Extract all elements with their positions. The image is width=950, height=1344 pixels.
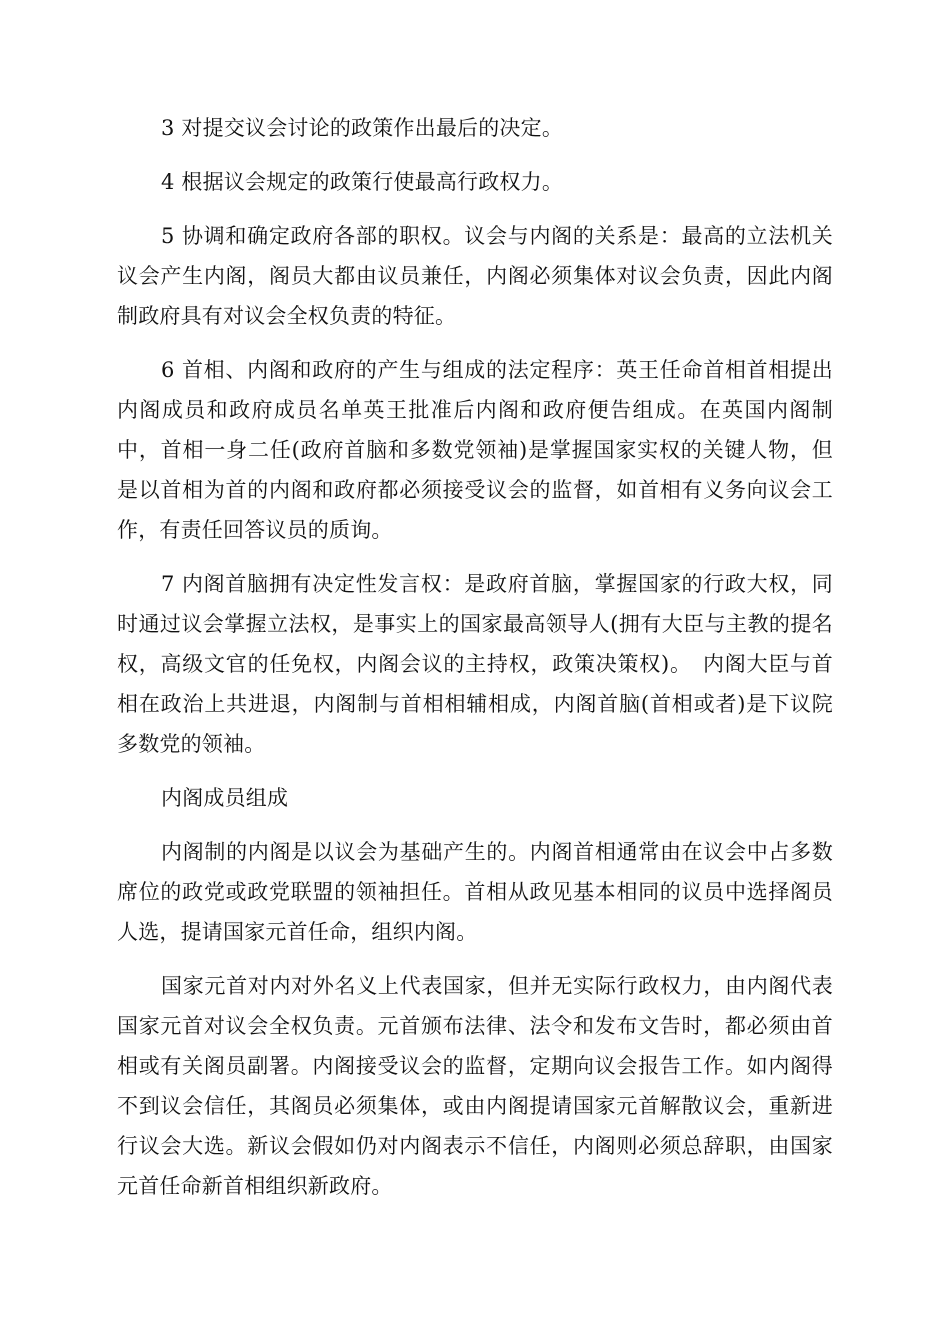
- paragraph-item-5: 5 协调和确定政府各部的职权。议会与内阁的关系是：最高的立法机关议会产生内阁，阁员大都由议员兼任，内阁必须集体对议会负责，因此内阁制政府具有对议会全权负责的特征。: [117, 224, 833, 328]
- paragraph-cabinet-formation: 内阁制的内阁是以议会为基础产生的。内阁首相通常由在议会中占多数席位的政党或政党联盟的领袖担任。首相从政见基本相同的议员中选择阁员人选，提请国家元首任命，组织内阁。: [117, 840, 833, 944]
- paragraph-item-7: 7 内阁首脑拥有决定性发言权：是政府首脑，掌握国家的行政大权，同时通过议会掌握立法权，是事实上的国家最高领导人(拥有大臣与主教的提名权，高级文官的任免权，内阁会议的主持权，政策决策权)。 内阁大臣与首相在政治上共进退，内阁制与首相相辅相成，内阁首脑(首相或者)是下议院多数党的领袖。: [117, 572, 833, 756]
- paragraph-head-of-state: 国家元首对内对外名义上代表国家，但并无实际行政权力，由内阁代表国家元首对议会全权负责。元首颁布法律、法令和发布文告时，都必须由首相或有关阁员副署。内阁接受议会的监督，定期向议会报告工作。如内阁得不到议会信任，其阁员必须集体，或由内阁提请国家元首解散议会，重新进行议会大选。新议会假如仍对内阁表示不信任，内阁则必须总辞职，由国家元首任命新首相组织新政府。: [117, 974, 833, 1198]
- document-body: [117, 108, 833, 1220]
- paragraph-item-6: 6 首相、内阁和政府的产生与组成的法定程序：英王任命首相首相提出内阁成员和政府成员名单英王批准后内阁和政府便告组成。在英国内阁制中，首相一身二任(政府首脑和多数党领袖)是掌握国家实权的关键人物，但是以首相为首的内阁和政府都必须接受议会的监督，如首相有义务向议会工作，有责任回答议员的质询。: [117, 358, 833, 542]
- section-heading: 内阁成员组成: [161, 786, 289, 810]
- paragraph-item-3: 3 对提交议会讨论的政策作出最后的决定。: [161, 116, 564, 140]
- paragraph-item-4: 4 根据议会规定的政策行使最高行政权力。: [161, 170, 564, 194]
